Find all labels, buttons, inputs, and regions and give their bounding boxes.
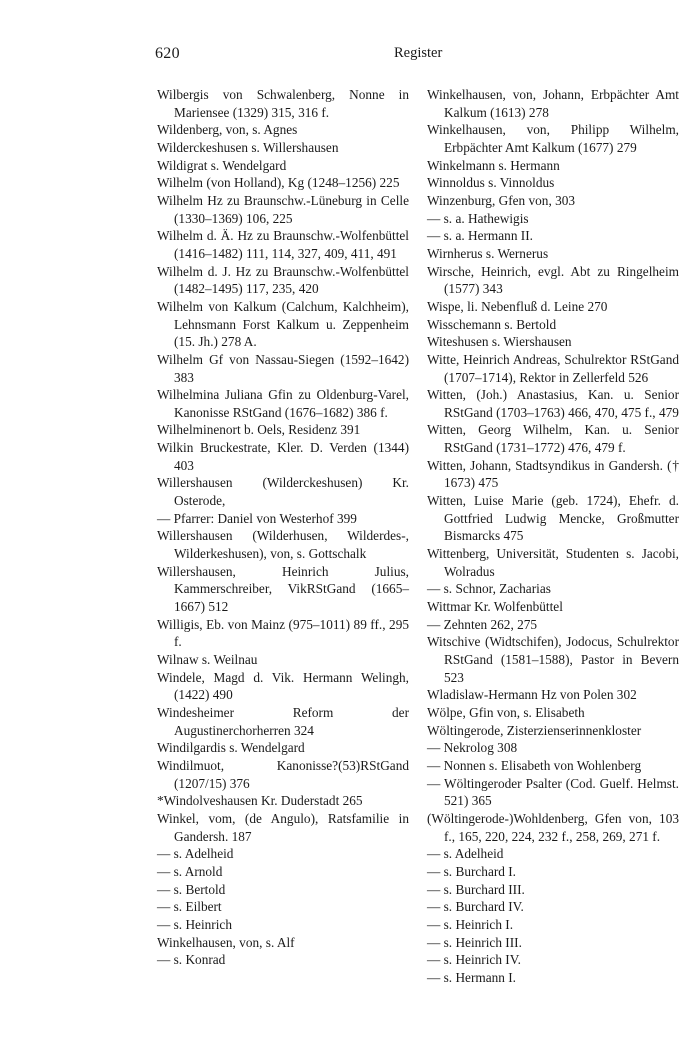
index-entry: Wilhelm (von Holland), Kg (1248–1256) 225 bbox=[157, 175, 400, 191]
index-entry: — s. Adelheid bbox=[157, 846, 234, 862]
index-entry: Willigis, Eb. von Mainz (975–1011) 89 ff., 295 f. bbox=[157, 616, 409, 650]
index-entry: Winkel, vom, (de Angulo), Ratsfamilie in Gandersh. 187 bbox=[157, 810, 409, 844]
index-entry: — s. a. Hermann II. bbox=[427, 228, 533, 244]
index-entry: Winnoldus s. Vinnoldus bbox=[427, 175, 555, 191]
index-entry: Wildigrat s. Wendelgard bbox=[157, 157, 287, 173]
index-entry: Witte, Heinrich Andreas, Schulrektor RStGand (1707–1714), Rektor in Zellerfeld 526 bbox=[427, 351, 679, 385]
index-entry: Willershausen, Heinrich Julius, Kammerschreiber, VikRStGand (1665–1667) 512 bbox=[157, 563, 409, 615]
index-entry: Wilhelm Gf von Nassau-Siegen (1592–1642) 383 bbox=[157, 351, 409, 385]
index-entry: Witschive (Widtschifen), Jodocus, Schulrektor RStGand (1581–1588), Pastor in Bevern 523 bbox=[427, 634, 679, 685]
index-entry: Wilhelm von Kalkum (Calchum, Kalchheim), Lehnsmann Forst Kalkum u. Zeppenheim (15. Jh.) 278 A. bbox=[157, 298, 409, 350]
page-number: 620 bbox=[155, 45, 180, 62]
index-entry: Windele, Magd d. Vik. Hermann Welingh, (1422) 490 bbox=[157, 669, 409, 703]
index-entry: Witten, (Joh.) Anastasius, Kan. u. Senior RStGand (1703–1763) 466, 470, 475 f., 479 bbox=[427, 387, 679, 420]
index-entry: — s. Heinrich I. bbox=[427, 916, 514, 932]
index-column-right bbox=[427, 86, 679, 986]
index-entry: Wisschemann s. Bertold bbox=[427, 316, 557, 332]
index-entry: Winzenburg, Gfen von, 303 bbox=[427, 192, 576, 208]
index-entry: — s. Burchard III. bbox=[427, 881, 525, 897]
index-entry: Willershausen (Wilderhusen, Wilderdes-, Wilderkeshusen), von, s. Gottschalk bbox=[157, 528, 409, 562]
index-entry: Witten, Johann, Stadtsyndikus in Gandersh. († 1673) 475 bbox=[427, 457, 679, 491]
index-entry: — s. Heinrich bbox=[157, 916, 232, 932]
index-entry: — s. Eilbert bbox=[157, 899, 222, 915]
index-entry: Wölpe, Gfin von, s. Elisabeth bbox=[427, 704, 585, 720]
index-entry: Wildenberg, von, s. Agnes bbox=[157, 122, 298, 138]
index-column-left bbox=[157, 86, 409, 969]
index-entry: Winkelhausen, von, Johann, Erbpächter Amt Kalkum (1613) 278 bbox=[427, 87, 679, 120]
index-entry: Willershausen (Wilderckeshusen) Kr. Osterode, bbox=[157, 475, 409, 509]
index-entry: Wilbergis von Schwalenberg, Nonne in Mariensee (1329) 315, 316 f. bbox=[157, 87, 409, 120]
index-entry: — s. Bertold bbox=[157, 881, 226, 897]
index-entry: — s. Schnor, Zacharias bbox=[427, 581, 551, 597]
index-entry: — Zehnten 262, 275 bbox=[427, 616, 538, 632]
index-entry: (Wöltingerode-)Wohldenberg, Gfen von, 103 f., 165, 220, 224, 232 f., 258, 269, 271 f. bbox=[427, 810, 679, 844]
index-entry: Wilkin Bruckestrate, Kler. D. Verden (1344) 403 bbox=[157, 440, 409, 473]
index-entry: Wilhelm d. J. Hz zu Braunschw.-Wolfenbüttel (1482–1495) 117, 235, 420 bbox=[157, 263, 409, 297]
index-entry: Wirnherus s. Wernerus bbox=[427, 245, 549, 261]
index-entry: Wöltingerode, Zisterzienserinnenkloster bbox=[427, 722, 642, 738]
index-entry: Witten, Georg Wilhelm, Kan. u. Senior RStGand (1731–1772) 476, 479 f. bbox=[427, 422, 679, 456]
index-entry: — s. Heinrich IV. bbox=[427, 952, 521, 968]
index-entry: Winkelhausen, von, Philipp Wilhelm, Erbpächter Amt Kalkum (1677) 279 bbox=[427, 122, 679, 155]
index-entry: — s. Burchard IV. bbox=[427, 899, 524, 915]
index-entry: Wispe, li. Nebenfluß d. Leine 270 bbox=[427, 298, 608, 314]
index-entry: Windilmuot, Kanonisse?(53)RStGand (1207/15) 376 bbox=[157, 757, 409, 791]
index-entry: — Nonnen s. Elisabeth von Wohlenberg bbox=[427, 757, 642, 773]
index-entry: Wilhelm d. Ä. Hz zu Braunschw.-Wolfenbüttel (1416–1482) 111, 114, 327, 409, 411, 491 bbox=[157, 228, 409, 261]
index-entry: Wilhelm Hz zu Braunschw.-Lüneburg in Celle (1330–1369) 106, 225 bbox=[157, 192, 409, 226]
index-entry: Windilgardis s. Wendelgard bbox=[157, 740, 305, 756]
index-entry: Wilhelminenort b. Oels, Residenz 391 bbox=[157, 422, 361, 438]
index-entry: Wilnaw s. Weilnau bbox=[157, 652, 258, 667]
index-entry: — s. Arnold bbox=[157, 863, 223, 879]
index-entry: Witeshusen s. Wiershausen bbox=[427, 334, 572, 350]
index-entry: Winkelhausen, von, s. Alf bbox=[157, 934, 295, 950]
index-entry: — s. Konrad bbox=[157, 952, 226, 968]
running-head: Register bbox=[394, 45, 443, 61]
index-entry: *Windolveshausen Kr. Duderstadt 265 bbox=[157, 793, 363, 809]
index-entry: Wilderckeshusen s. Willershausen bbox=[157, 139, 339, 155]
index-entry: — s. Adelheid bbox=[427, 846, 504, 862]
index-entry: — Pfarrer: Daniel von Westerhof 399 bbox=[157, 510, 357, 526]
index-entry: — s. Burchard I. bbox=[427, 863, 516, 879]
index-entry: Wirsche, Heinrich, evgl. Abt zu Ringelheim (1577) 343 bbox=[427, 263, 679, 297]
index-entry: — Nekrolog 308 bbox=[427, 740, 518, 756]
index-entry: Wittmar Kr. Wolfenbüttel bbox=[427, 599, 563, 615]
index-entry: Windesheimer Reform der Augustinerchorherren 324 bbox=[157, 704, 409, 738]
index-entry: Witten, Luise Marie (geb. 1724), Ehefr. d. Gottfried Ludwig Mencke, Großmutter Bismarcks 475 bbox=[427, 493, 679, 544]
index-entry: — Wöltingeroder Psalter (Cod. Guelf. Helmst. 521) 365 bbox=[427, 775, 679, 809]
index-entry: — s. Heinrich III. bbox=[427, 934, 522, 950]
index-entry: Wilhelmina Juliana Gfin zu Oldenburg-Varel, Kanonisse RStGand (1676–1682) 386 f. bbox=[157, 387, 409, 420]
index-entry: Wittenberg, Universität, Studenten s. Jacobi, Wolradus bbox=[427, 546, 679, 579]
index-entry: Winkelmann s. Hermann bbox=[427, 157, 560, 173]
index-entry: — s. Hermann I. bbox=[427, 969, 516, 985]
index-entry: Wladislaw-Hermann Hz von Polen 302 bbox=[427, 687, 637, 703]
index-entry: — s. a. Hathewigis bbox=[427, 210, 529, 226]
